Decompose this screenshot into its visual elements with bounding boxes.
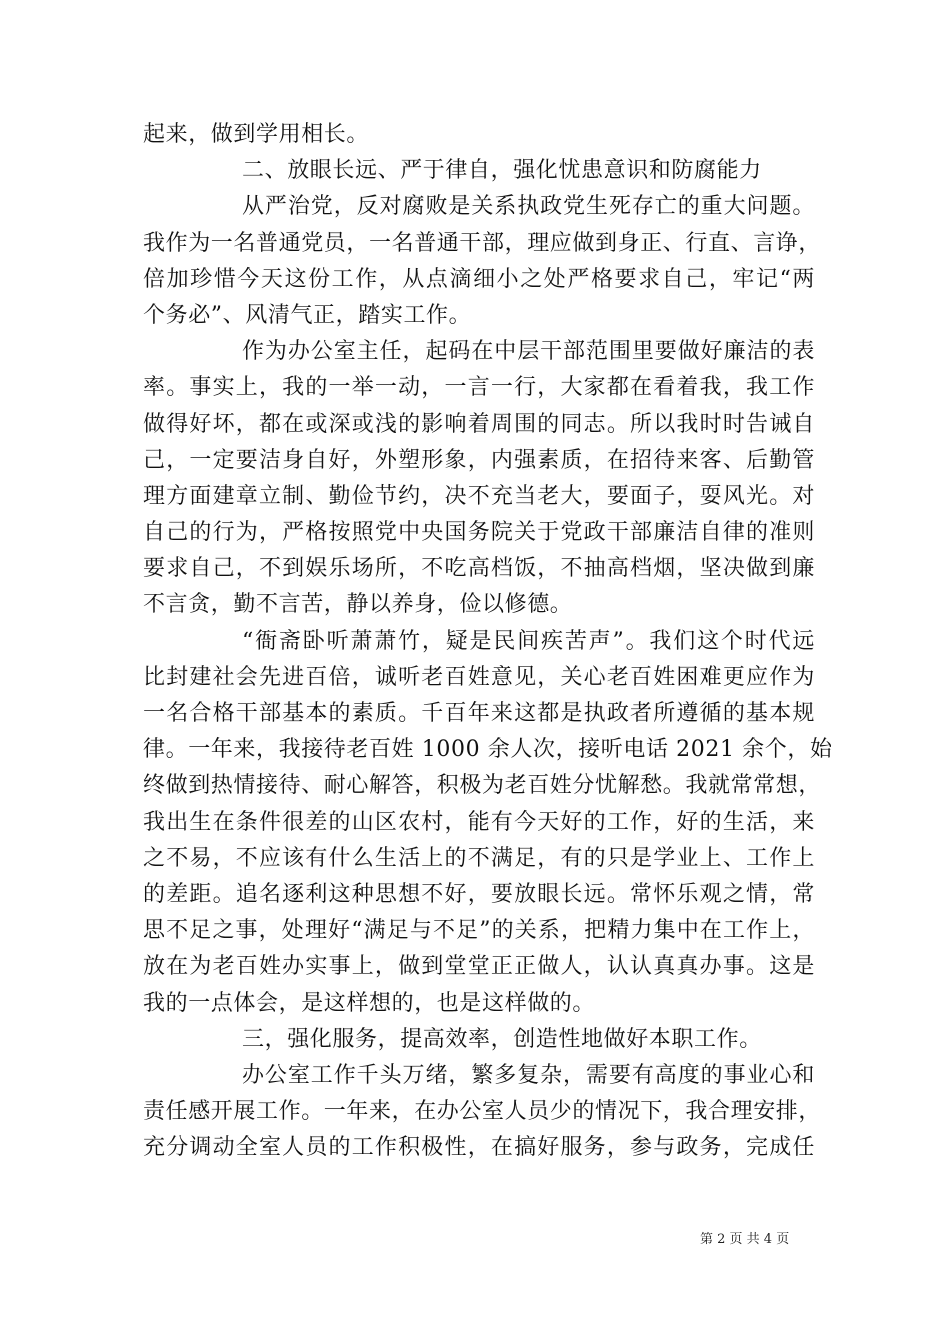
text-line: 责任感开展工作。一年来，在办公室人员少的情况下，我合理安排， bbox=[143, 1099, 822, 1125]
text-line: 做得好坏，都在或深或浅的影响着周围的同志。所以我时时告诫自 bbox=[143, 411, 815, 437]
text-line: 终做到热情接待、耐心解答，积极为老百姓分忧解愁。我就常常想， bbox=[143, 773, 822, 799]
document-body bbox=[143, 117, 833, 1166]
text-line: 不言贪，勤不言苦，静以养身，俭以修德。 bbox=[143, 592, 573, 618]
text-line: 理方面建章立制、勤俭节约，决不充当老大，要面子，耍风光。对 bbox=[143, 483, 815, 509]
text-line: 比封建社会先进百倍，诚听老百姓意见，关心老百姓困难更应作为 bbox=[143, 664, 815, 690]
text-line: 自己的行为，严格按照党中央国务院关于党政干部廉洁自律的准则 bbox=[143, 520, 815, 546]
section-heading-line: 三，强化服务，提高效率，创造性地做好本职工作。 bbox=[242, 1026, 762, 1052]
text-line: 从严治党，反对腐败是关系执政党生死存亡的重大问题。 bbox=[242, 194, 815, 220]
text-line: 思不足之事，处理好“满足与不足”的关系，把精力集中在工作上， bbox=[143, 918, 815, 944]
text-line: 办公室工作千头万绪，繁多复杂，需要有高度的事业心和 bbox=[242, 1062, 815, 1088]
text-line: 倍加珍惜今天这份工作，从点滴细小之处严格要求自己，牢记“两 bbox=[143, 266, 815, 292]
text-line: 个务必”、风清气正，踏实工作。 bbox=[143, 302, 472, 328]
text-line: 作为办公室主任，起码在中层干部范围里要做好廉洁的表 bbox=[242, 339, 815, 365]
text-line: 放在为老百姓办实事上，做到堂堂正正做人，认认真真办事。这是 bbox=[143, 954, 815, 980]
text-line: 充分调动全室人员的工作积极性，在搞好服务，参与政务，完成任 bbox=[143, 1135, 815, 1161]
page-number-footer: 第 2 页 共 4 页 bbox=[700, 1232, 790, 1247]
text-line: 率。事实上，我的一举一动，一言一行，大家都在看着我，我工作 bbox=[143, 375, 815, 401]
text-line: 律。一年来，我接待老百姓 1000 余人次，接听电话 2021 余个，始 bbox=[143, 737, 833, 763]
text-line: 我的一点体会，是这样想的，也是这样做的。 bbox=[143, 990, 596, 1016]
text-line: 的差距。追名逐利这种思想不好，要放眼长远。常怀乐观之情，常 bbox=[143, 881, 815, 907]
text-line: 我出生在条件很差的山区农村，能有今天好的工作，好的生活，来 bbox=[143, 809, 815, 835]
text-line: 起来，做到学用相长。 bbox=[143, 122, 370, 147]
text-line: 我作为一名普通党员，一名普通干部，理应做到身正、行直、言诤， bbox=[143, 230, 822, 256]
text-line: 一名合格干部基本的素质。千百年来这都是执政者所遵循的基本规 bbox=[143, 701, 815, 726]
text-line: “衙斋卧听萧萧竹，疑是民间疾苦声”。我们这个时代远 bbox=[242, 628, 815, 654]
text-line: 要求自己，不到娱乐场所，不吃高档饭，不抽高档烟，坚决做到廉 bbox=[143, 556, 815, 582]
text-line: 之不易，不应该有什么生活上的不满足，有的只是学业上、工作上 bbox=[143, 845, 815, 871]
text-line: 己，一定要洁身自好，外塑形象，内强素质，在招待来客、后勤管 bbox=[143, 447, 815, 473]
section-heading-line: 二、放眼长远、严于律自，强化忧患意识和防腐能力 bbox=[242, 158, 762, 184]
